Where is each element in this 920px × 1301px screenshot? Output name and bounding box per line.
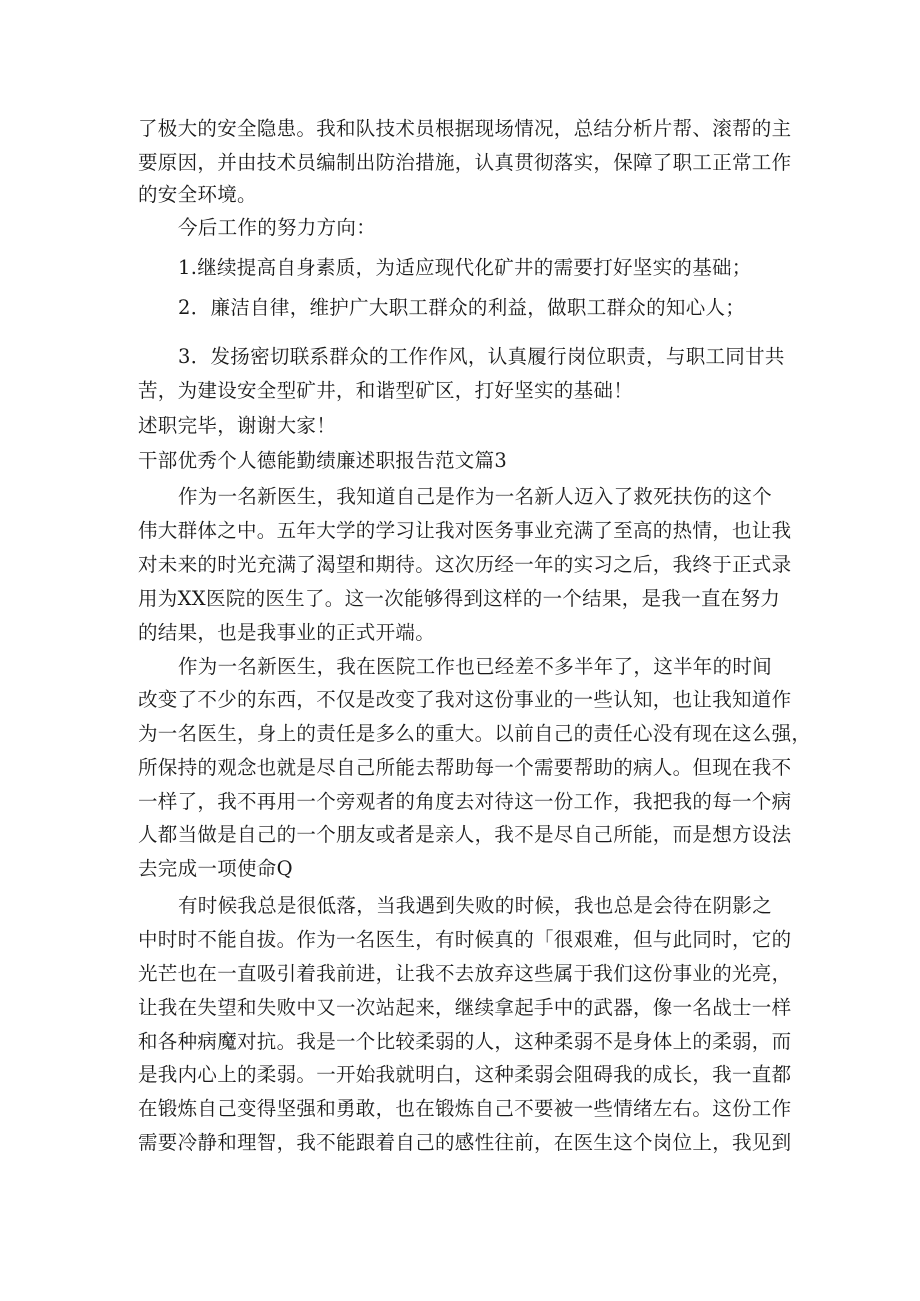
paragraph-line: 有时候我总是很低落，当我遇到失败的时候，我也总是会待在阴影之	[178, 894, 773, 917]
paragraph-line: 作为一名新医生，我知道自己是作为一名新人迈入了救死扶伤的这个	[178, 485, 773, 508]
paragraph-line: 要原因，并由技术员编制出防治措施，认真贯彻落实，保障了职工正常工作	[138, 151, 792, 174]
list-item-3-line: 3．发扬密切联系群众的工作作风，认真履行岗位职责，与职工同甘共	[178, 345, 785, 368]
closing-line: 述职完毕，谢谢大家！	[138, 414, 337, 437]
paragraph-line: 在锻炼自己变得坚强和勇敢，也在锻炼自己不要被一些情绪左右。这份工作	[138, 1097, 792, 1120]
paragraph-line: 让我在失望和失败中又一次站起来，继续拿起手中的武器，像一名战士一样	[138, 996, 792, 1019]
paragraph-line: 光芒也在一直吸引着我前进，让我不去放弃这些属于我们这份事业的光亮，	[138, 962, 792, 985]
paragraph-line: 去完成一项使命Q	[138, 857, 293, 880]
paragraph-line: 人都当做是自己的一个朋友或者是亲人，我不是尽自己所能，而是想方设法	[138, 823, 792, 846]
section-title: 干部优秀个人德能勤绩廉述职报告范文篇3	[138, 449, 508, 472]
list-item-1: 1.继续提高自身素质，为适应现代化矿井的需要打好坚实的基础；	[178, 256, 752, 279]
paragraph-line: 所保持的观念也就是尽自己所能去帮助每一个需要帮助的病人。但现在我不	[138, 756, 792, 779]
paragraph-line: 中时时不能自拔。作为一名医生，有时候真的「很艰难，但与此同时，它的	[138, 928, 792, 951]
paragraph-line: 需要冷静和理智，我不能跟着自己的感性往前，在医生这个岗位上，我见到	[138, 1131, 792, 1154]
future-heading: 今后工作的努力方向：	[178, 216, 377, 239]
paragraph-line: 的结果，也是我事业的正式开端。	[138, 621, 436, 644]
paragraph-line: 作为一名新医生，我在医院工作也已经差不多半年了，这半年的时间	[178, 655, 773, 678]
paragraph-line: 一样了，我不再用一个旁观者的角度去对待这一份工作，我把我的每一个病	[138, 790, 792, 813]
paragraph-line: 和各种病魔对抗。我是一个比较柔弱的人，这种柔弱不是身体上的柔弱，而	[138, 1030, 792, 1053]
list-item-3-line: 苦，为建设安全型矿井，和谐型矿区，打好坚实的基础！	[138, 379, 634, 402]
paragraph-line: 改变了不少的东西，不仅是改变了我对这份事业的一些认知，也让我知道作	[138, 688, 792, 711]
paragraph-line: 的安全环境。	[138, 183, 257, 206]
paragraph-line: 是我内心上的柔弱。一开始我就明白，这种柔弱会阻碍我的成长，我一直都	[138, 1063, 792, 1086]
paragraph-line: 用为XX医院的医生了。这一次能够得到这样的一个结果，是我一直在努力	[138, 587, 781, 610]
list-item-2: 2．廉洁自律，维护广大职工群众的利益，做职工群众的知心人；	[178, 296, 746, 319]
paragraph-line: 伟大群体之中。五年大学的学习让我对医务事业充满了至高的热情，也让我	[138, 519, 792, 542]
paragraph-line: 为一名医生，身上的责任是多么的重大。以前自己的责任心没有现在这么强，	[138, 722, 812, 745]
paragraph-line: 对未来的时光充满了渴望和期待。这次历经一年的实习之后，我终于正式录	[138, 553, 792, 576]
paragraph-line: 了极大的安全隐患。我和队技术员根据现场情况，总结分析片帮、滚帮的主	[138, 117, 792, 140]
